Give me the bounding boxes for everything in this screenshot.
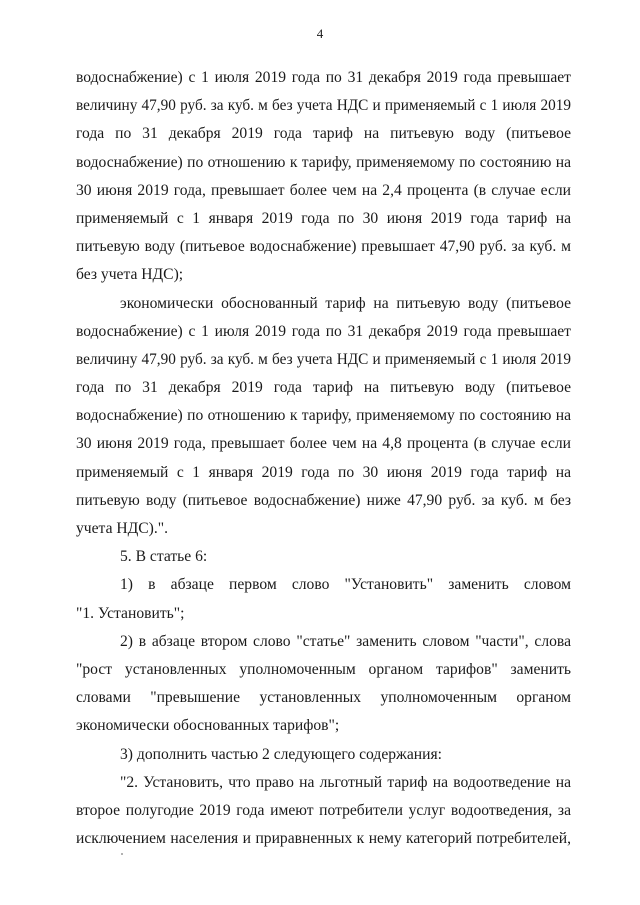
body-text xyxy=(76,64,571,853)
text-line: величину 47,90 руб. за куб. м без учета НДС и применяемый с 1 июля 2019 xyxy=(76,97,571,115)
text-line: экономически обоснованный тариф на питьевую воду (питьевое xyxy=(120,294,571,312)
text-line: водоснабжение) по отношению к тарифу, применяемому по состоянию на xyxy=(76,407,571,425)
text-line: года по 31 декабря 2019 года тариф на питьевую воду (питьевое xyxy=(76,379,571,397)
text-line: года по 31 декабря 2019 года тариф на питьевую воду (питьевое xyxy=(76,125,571,143)
text-line: экономически обоснованных тарифов"; xyxy=(76,717,340,735)
text-line: второе полугодие 2019 года имеют потребители услуг водоотведения, за xyxy=(76,801,571,819)
text-line: "рост установленных уполномоченным органом тарифов" заменить xyxy=(76,660,571,678)
text-line: 30 июня 2019 года, превышает более чем на 4,8 процента (в случае если xyxy=(76,435,571,453)
text-line: "2. Установить, что право на льготный тариф на водоотведение на xyxy=(120,773,571,791)
text-line: исключением населения и приравненных к нему категорий потребителей, xyxy=(76,830,571,848)
text-line: величину 47,90 руб. за куб. м без учета НДС и применяемый с 1 июля 2019 xyxy=(76,350,571,368)
text-line: применяемый с 1 января 2019 года по 30 июня 2019 года тариф на xyxy=(76,463,571,481)
text-line: словами "превышение установленных уполномоченным органом xyxy=(76,689,571,707)
scan-speck xyxy=(121,853,123,855)
page-number: 4 xyxy=(316,26,324,41)
text-line: водоснабжение) по отношению к тарифу, применяемому по состоянию на xyxy=(76,153,571,171)
text-line: "1. Установить"; xyxy=(76,604,185,622)
text-line: питьевую воду (питьевое водоснабжение) превышает 47,90 руб. за куб. м xyxy=(76,238,571,256)
text-line: водоснабжение) с 1 июля 2019 года по 31 декабря 2019 года превышает xyxy=(76,69,571,86)
text-line: 1) в абзаце первом слово "Установить" заменить словом xyxy=(120,576,571,594)
text-line: 30 июня 2019 года, превышает более чем на 2,4 процента (в случае если xyxy=(76,181,571,199)
text-line: 5. В статье 6: xyxy=(120,548,208,566)
text-line: без учета НДС); xyxy=(76,266,184,284)
text-line: 2) в абзаце втором слово "статье" заменить словом "части", слова xyxy=(120,632,571,650)
text-line: водоснабжение) с 1 июля 2019 года по 31 декабря 2019 года превышает xyxy=(76,322,571,340)
text-line: 3) дополнить частью 2 следующего содержания: xyxy=(120,745,442,763)
text-line: учета НДС).". xyxy=(76,520,169,537)
text-line: применяемый с 1 января 2019 года по 30 июня 2019 года тариф на xyxy=(76,209,571,227)
text-line: питьевую воду (питьевое водоснабжение) ниже 47,90 руб. за куб. м без xyxy=(76,491,571,509)
